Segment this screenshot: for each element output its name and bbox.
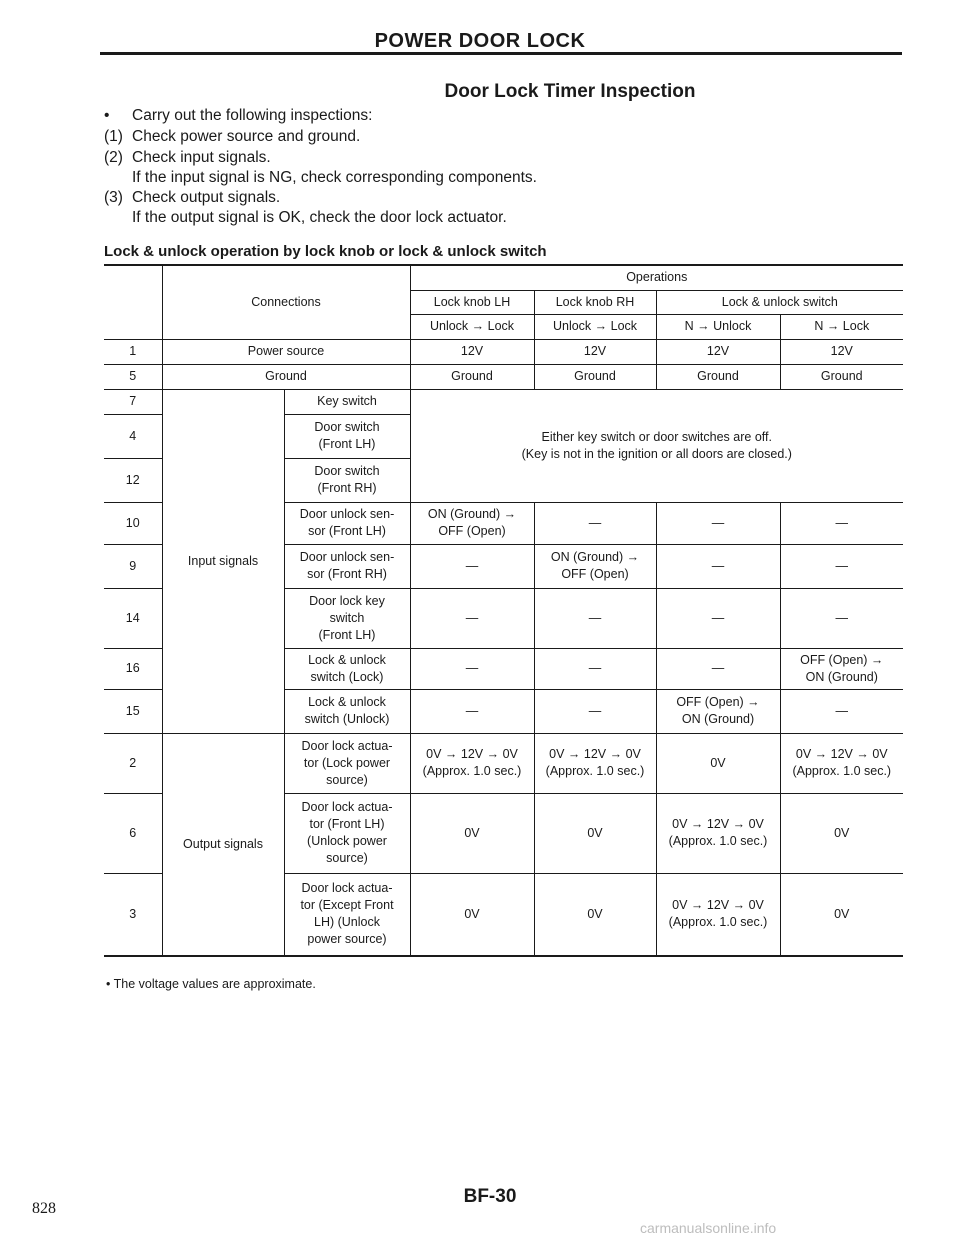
value-cell: ON (Ground) → OFF (Open): [410, 502, 534, 544]
intro-text: Check input signals.: [132, 149, 271, 166]
value-cell: —: [656, 648, 780, 689]
signal-name: Door unlock sen- sor (Front RH): [284, 544, 410, 588]
header-rule: [100, 52, 902, 55]
terminal-cell: 15: [104, 689, 162, 733]
sub-header: N → Lock: [780, 314, 903, 339]
terminal-cell: 6: [104, 793, 162, 873]
intro-line: [104, 127, 360, 147]
intro-line: [104, 188, 280, 208]
value-cell: 0V: [780, 793, 903, 873]
value-cell: 12V: [780, 339, 903, 364]
connections-header: Connections: [162, 265, 410, 339]
terminal-cell: 3: [104, 873, 162, 956]
connection-name: Ground: [162, 364, 410, 389]
value-cell: Ground: [534, 364, 656, 389]
value-cell: 0V: [534, 873, 656, 956]
terminal-cell: 9: [104, 544, 162, 588]
terminal-cell: 14: [104, 588, 162, 648]
lock-knob-lh-header: Lock knob LH: [410, 290, 534, 314]
signal-name: Door lock actua- tor (Except Front LH) (Unlock power source): [284, 873, 410, 956]
intro-text: If the output signal is OK, check the door lock actuator.: [132, 209, 507, 226]
value-cell: 12V: [410, 339, 534, 364]
value-cell: —: [534, 648, 656, 689]
value-cell: —: [410, 544, 534, 588]
signal-name: Door lock actua- tor (Front LH) (Unlock power source): [284, 793, 410, 873]
value-cell: 0V → 12V → 0V (Approx. 1.0 sec.): [780, 733, 903, 793]
intro-line: [104, 106, 372, 126]
terminal-cell: 10: [104, 502, 162, 544]
intro-text: If the input signal is NG, check corresponding components.: [132, 169, 537, 186]
terminal-cell: 4: [104, 414, 162, 458]
terminal-header: [104, 265, 162, 339]
value-cell: 0V: [410, 793, 534, 873]
value-cell: 0V → 12V → 0V (Approx. 1.0 sec.): [534, 733, 656, 793]
connection-name: Power source: [162, 339, 410, 364]
value-cell: Ground: [656, 364, 780, 389]
signal-name: Key switch: [284, 389, 410, 414]
intro-text: Carry out the following inspections:: [132, 107, 373, 124]
value-cell: 0V: [534, 793, 656, 873]
value-cell: 12V: [656, 339, 780, 364]
signal-name: Door unlock sen- sor (Front LH): [284, 502, 410, 544]
value-cell: OFF (Open) → ON (Ground): [780, 648, 903, 689]
operation-table: [104, 264, 903, 957]
value-cell: —: [656, 502, 780, 544]
value-cell: —: [534, 502, 656, 544]
value-cell: Ground: [780, 364, 903, 389]
terminal-cell: 5: [104, 364, 162, 389]
intro-text: Check output signals.: [132, 189, 281, 206]
intro-label: (2): [104, 149, 123, 166]
intro-line: [104, 148, 271, 168]
margin-number: 828: [32, 1200, 56, 1217]
intro-text: Check power source and ground.: [132, 128, 361, 145]
watermark: carmanualsonline.info: [640, 1220, 777, 1236]
value-cell: —: [780, 689, 903, 733]
lock-knob-rh-header: Lock knob RH: [534, 290, 656, 314]
value-cell: ON (Ground) → OFF (Open): [534, 544, 656, 588]
section-title: Door Lock Timer Inspection: [444, 81, 696, 102]
value-cell: 0V: [780, 873, 903, 956]
value-cell: —: [656, 544, 780, 588]
value-cell: 0V → 12V → 0V (Approx. 1.0 sec.): [656, 873, 780, 956]
value-cell: 0V → 12V → 0V (Approx. 1.0 sec.): [410, 733, 534, 793]
signal-name: Lock & unlock switch (Lock): [284, 648, 410, 689]
value-cell: OFF (Open) → ON (Ground): [656, 689, 780, 733]
page-header: POWER DOOR LOCK: [374, 30, 586, 52]
operations-header: Operations: [410, 265, 903, 290]
terminal-cell: 1: [104, 339, 162, 364]
value-cell: —: [780, 588, 903, 648]
value-cell: —: [410, 648, 534, 689]
value-cell: Ground: [410, 364, 534, 389]
either-switch-note: Either key switch or door switches are off. (Key is not in the ignition or all doors are closed.): [410, 389, 903, 502]
value-cell: 0V: [656, 733, 780, 793]
sub-header: Unlock → Lock: [534, 314, 656, 339]
terminal-cell: 16: [104, 648, 162, 689]
value-cell: —: [656, 588, 780, 648]
signal-name: Door lock actua- tor (Lock power source): [284, 733, 410, 793]
terminal-cell: 2: [104, 733, 162, 793]
value-cell: —: [534, 689, 656, 733]
sub-header: N → Unlock: [656, 314, 780, 339]
value-cell: —: [780, 544, 903, 588]
value-cell: 0V → 12V → 0V (Approx. 1.0 sec.): [656, 793, 780, 873]
signal-name: Door lock key switch (Front LH): [284, 588, 410, 648]
intro-label: •: [104, 107, 110, 124]
signal-name: Door switch (Front RH): [284, 458, 410, 502]
value-cell: —: [410, 689, 534, 733]
intro-label: (1): [104, 128, 123, 145]
terminal-cell: 12: [104, 458, 162, 502]
value-cell: 0V: [410, 873, 534, 956]
signal-name: Lock & unlock switch (Unlock): [284, 689, 410, 733]
value-cell: 12V: [534, 339, 656, 364]
value-cell: —: [780, 502, 903, 544]
lock-unlock-switch-header: Lock & unlock switch: [656, 290, 903, 314]
value-cell: —: [410, 588, 534, 648]
intro-line: [104, 168, 537, 188]
intro-label: (3): [104, 189, 123, 206]
intro-line: [104, 208, 507, 228]
input-signals-label: Input signals: [162, 389, 284, 733]
table-title: Lock & unlock operation by lock knob or lock & unlock switch: [104, 243, 547, 260]
terminal-cell: 7: [104, 389, 162, 414]
value-cell: —: [534, 588, 656, 648]
signal-name: Door switch (Front LH): [284, 414, 410, 458]
sub-header: Unlock → Lock: [410, 314, 534, 339]
page-number: BF-30: [463, 1186, 517, 1207]
footnote: • The voltage values are approximate.: [106, 977, 316, 991]
output-signals-label: Output signals: [162, 733, 284, 956]
